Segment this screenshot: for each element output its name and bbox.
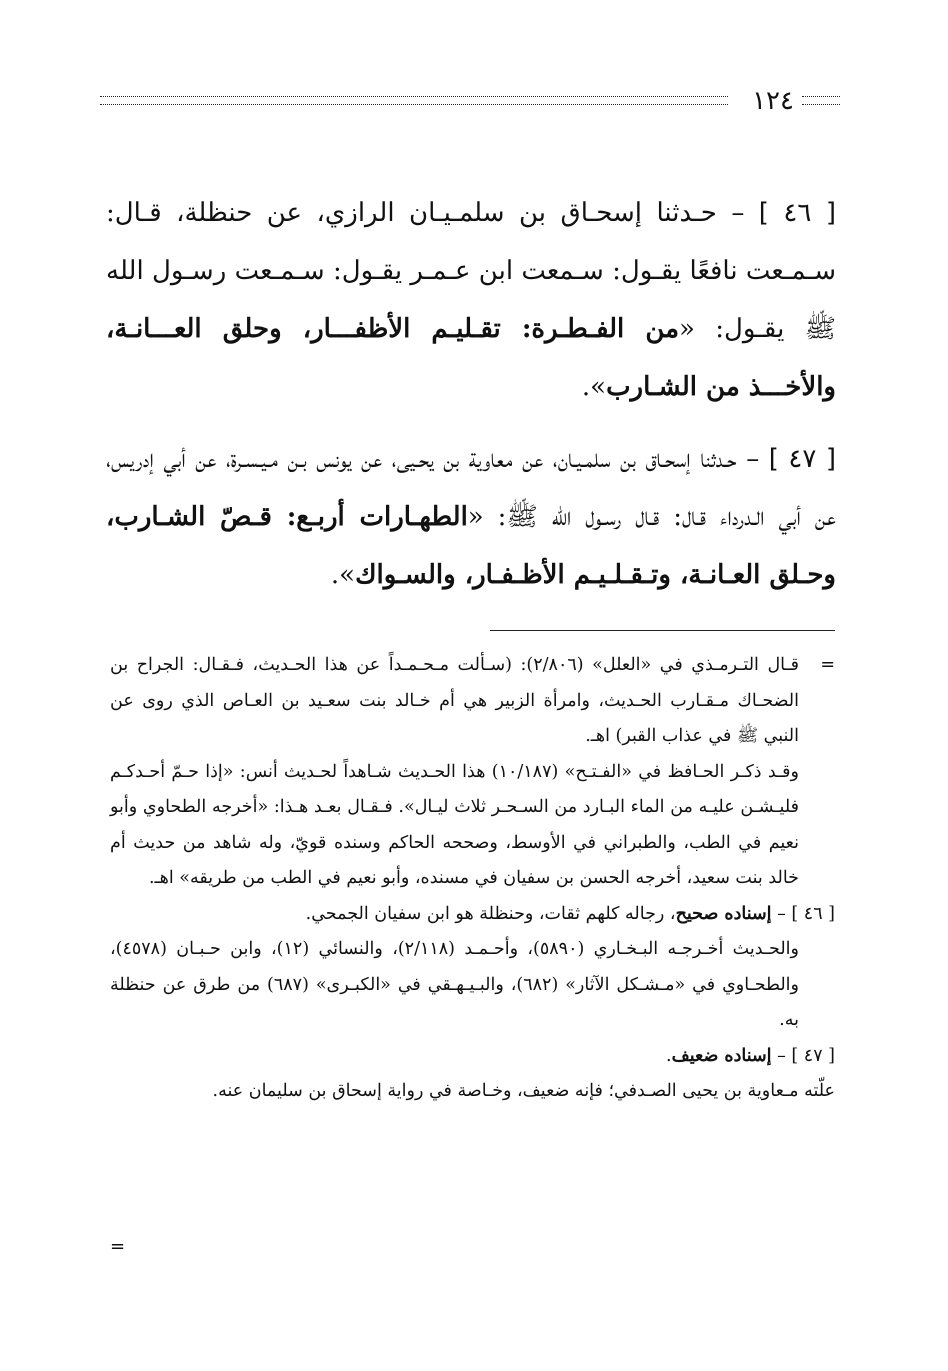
hadith-closing: ».	[330, 560, 356, 590]
footnote-dash: –	[771, 1045, 792, 1066]
hadith-number: [ ٤٦ ]	[758, 198, 836, 228]
footnote-dash: –	[771, 903, 792, 924]
footnote-verdict: إسناده صحيح	[675, 903, 772, 924]
footnote-verdict: إسناده ضعيف	[671, 1045, 772, 1066]
hadith-chain: – حـدثنا إسحـاق بن سلمـيـان الرازي، عن حنظلة، قـال: سـمـعت نافعًا يقـول: سـمعت ابن عـمـر يقـول: سـمـعت رسـول الله ﷺ يقـول: «	[106, 198, 837, 344]
main-text	[106, 184, 836, 618]
footnote-continuation	[110, 648, 835, 755]
continuation-mark-end: =	[110, 1236, 126, 1257]
hadith-number: [ ٤٧ ]	[768, 444, 836, 474]
footnote-takhrij: والحـديث أخـرجـه البـخـاري (٥٨٩٠)، وأحـمـد (٢/١١٨)، والنسائي (١٢)، وابن حـبـان (٤٥٧٨)، والطحـاوي في «مـشـكل الآثار» (٦٨٢)، والبـيـهـقي في «الكبـرى» (٦٨٧) من طرق عن حنظلة به.	[110, 939, 799, 1030]
footnotes	[110, 648, 835, 1110]
continuation-mark-start: =	[820, 655, 835, 675]
header-ornament-rule-long	[100, 96, 728, 105]
footnote-illa: علّته مـعاوية بن يحيى الصـدفي؛ فإنه ضعيف، وخـاصة في رواية إسحاق بن سليمان عنه.	[212, 1081, 835, 1101]
footnote-text: .	[666, 1045, 672, 1066]
header-ornament-rule-short	[802, 96, 840, 105]
hadith-matn: من الفـطـرة: تقـليـم الأظفـــار، وحلق العـــانـة، والأخـــذ من الشـارب	[106, 314, 836, 402]
footnote-text: ، رجاله كلهم ثقات، وحنظلة هو ابن سفيان الجمحي.	[305, 903, 676, 924]
footnote-number: [ ٤٦ ]	[791, 903, 835, 924]
hadith-matn: الطهـارات أربـع: قـصّ الشـارب، وحـلق العـانـة، وتـقـلـيـم الأظـفـار، والسـواك	[106, 502, 836, 590]
page-number: ١٢٤	[752, 86, 794, 116]
hadith-46	[106, 184, 836, 416]
hadith-closing: ».	[581, 372, 607, 402]
page-header	[100, 84, 840, 124]
footnote-paragraph: قـال التـرمـذي في «العلل» (٢/٨٠٦): (سـألت مـحـمـداً عن هذا الحـديث، فـقـال: الجراح بن الضحـاك مـقـارب الحـديث، وامرأة الزبير هي أم خـالد بنت سعـيد بن العـاص الذي روى عن النبي ﷺ في عذاب القبر) اهـ.	[110, 655, 799, 746]
footnote-paragraph: وقـد ذكـر الحـافظ في «الفـتـح» (١٠/١٨٧) هذا الحـديث شـاهداً لحـديث أنس: «إذا حـمّ أحـدكـم فليـشـن عليـه من الماء البـارد من السـحـر ثلاث ليـال». فـقـال بعـد هـذا: «أخرجه الطحاوي وأبو نعيم في الطب، والطبراني في الأوسط، وصححه الحاكم وسنده قويّ، وله شاهد من حديث أم خالد بنت سعيد، أخرجه الحسن بن سفيان في مسنده، وأبو نعيم في الطب من طريقه» اهـ.	[110, 761, 799, 888]
footnote-divider	[490, 630, 835, 631]
hadith-chain: – حـدثنا إسحـاق بن سلمـيـان، عن معاوية بن يحـيى، عن يونس بـن مـيـسـرة، عن أبي إدريس، عن أبي الـدرداء قـال: قـال رسـول الله ﷺ: «	[106, 444, 836, 532]
footnote-46	[110, 897, 835, 933]
footnote-47	[110, 1039, 835, 1075]
hadith-47	[106, 430, 836, 604]
footnote-number: [ ٤٧ ]	[791, 1045, 835, 1066]
